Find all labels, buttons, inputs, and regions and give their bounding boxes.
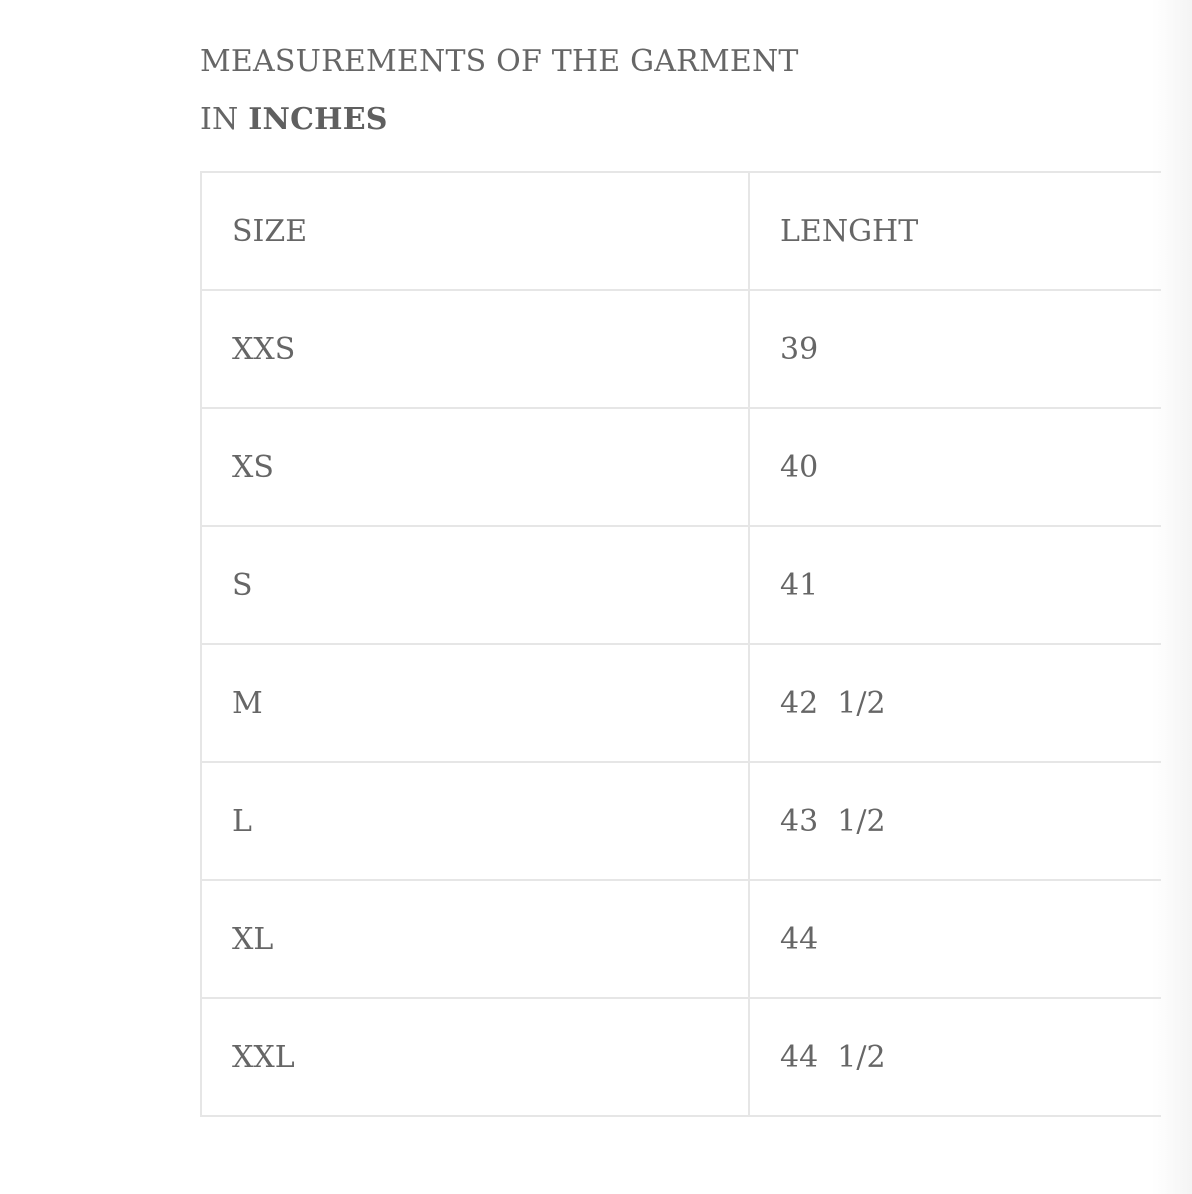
- table-row: [201, 998, 1161, 1116]
- size-cell: XXL: [201, 998, 749, 1116]
- size-cell: S: [201, 526, 749, 644]
- table-row: [201, 526, 1161, 644]
- heading-line-2: [200, 91, 799, 149]
- length-cell: 40: [749, 408, 1161, 526]
- measurements-heading: [200, 33, 799, 149]
- header-length: LENGHT: [749, 172, 1161, 290]
- size-cell: XS: [201, 408, 749, 526]
- size-cell: XL: [201, 880, 749, 998]
- length-cell: 41: [749, 526, 1161, 644]
- length-cell: 44 1/2: [749, 998, 1161, 1116]
- length-cell: 39: [749, 290, 1161, 408]
- size-cell: L: [201, 762, 749, 880]
- table-row: [201, 644, 1161, 762]
- size-cell: XXS: [201, 290, 749, 408]
- header-size: SIZE: [201, 172, 749, 290]
- table-row: [201, 762, 1161, 880]
- table-row: [201, 408, 1161, 526]
- length-cell: 43 1/2: [749, 762, 1161, 880]
- length-cell: 44: [749, 880, 1161, 998]
- size-cell: M: [201, 644, 749, 762]
- table-row: [201, 880, 1161, 998]
- table-row: [201, 290, 1161, 408]
- table-header-row: [201, 172, 1161, 290]
- heading-unit-prefix: IN: [200, 102, 249, 137]
- heading-line-1: MEASUREMENTS OF THE GARMENT: [200, 44, 799, 79]
- heading-unit: INCHES: [248, 102, 388, 137]
- size-chart-table: [200, 171, 1161, 1117]
- length-cell: 42 1/2: [749, 644, 1161, 762]
